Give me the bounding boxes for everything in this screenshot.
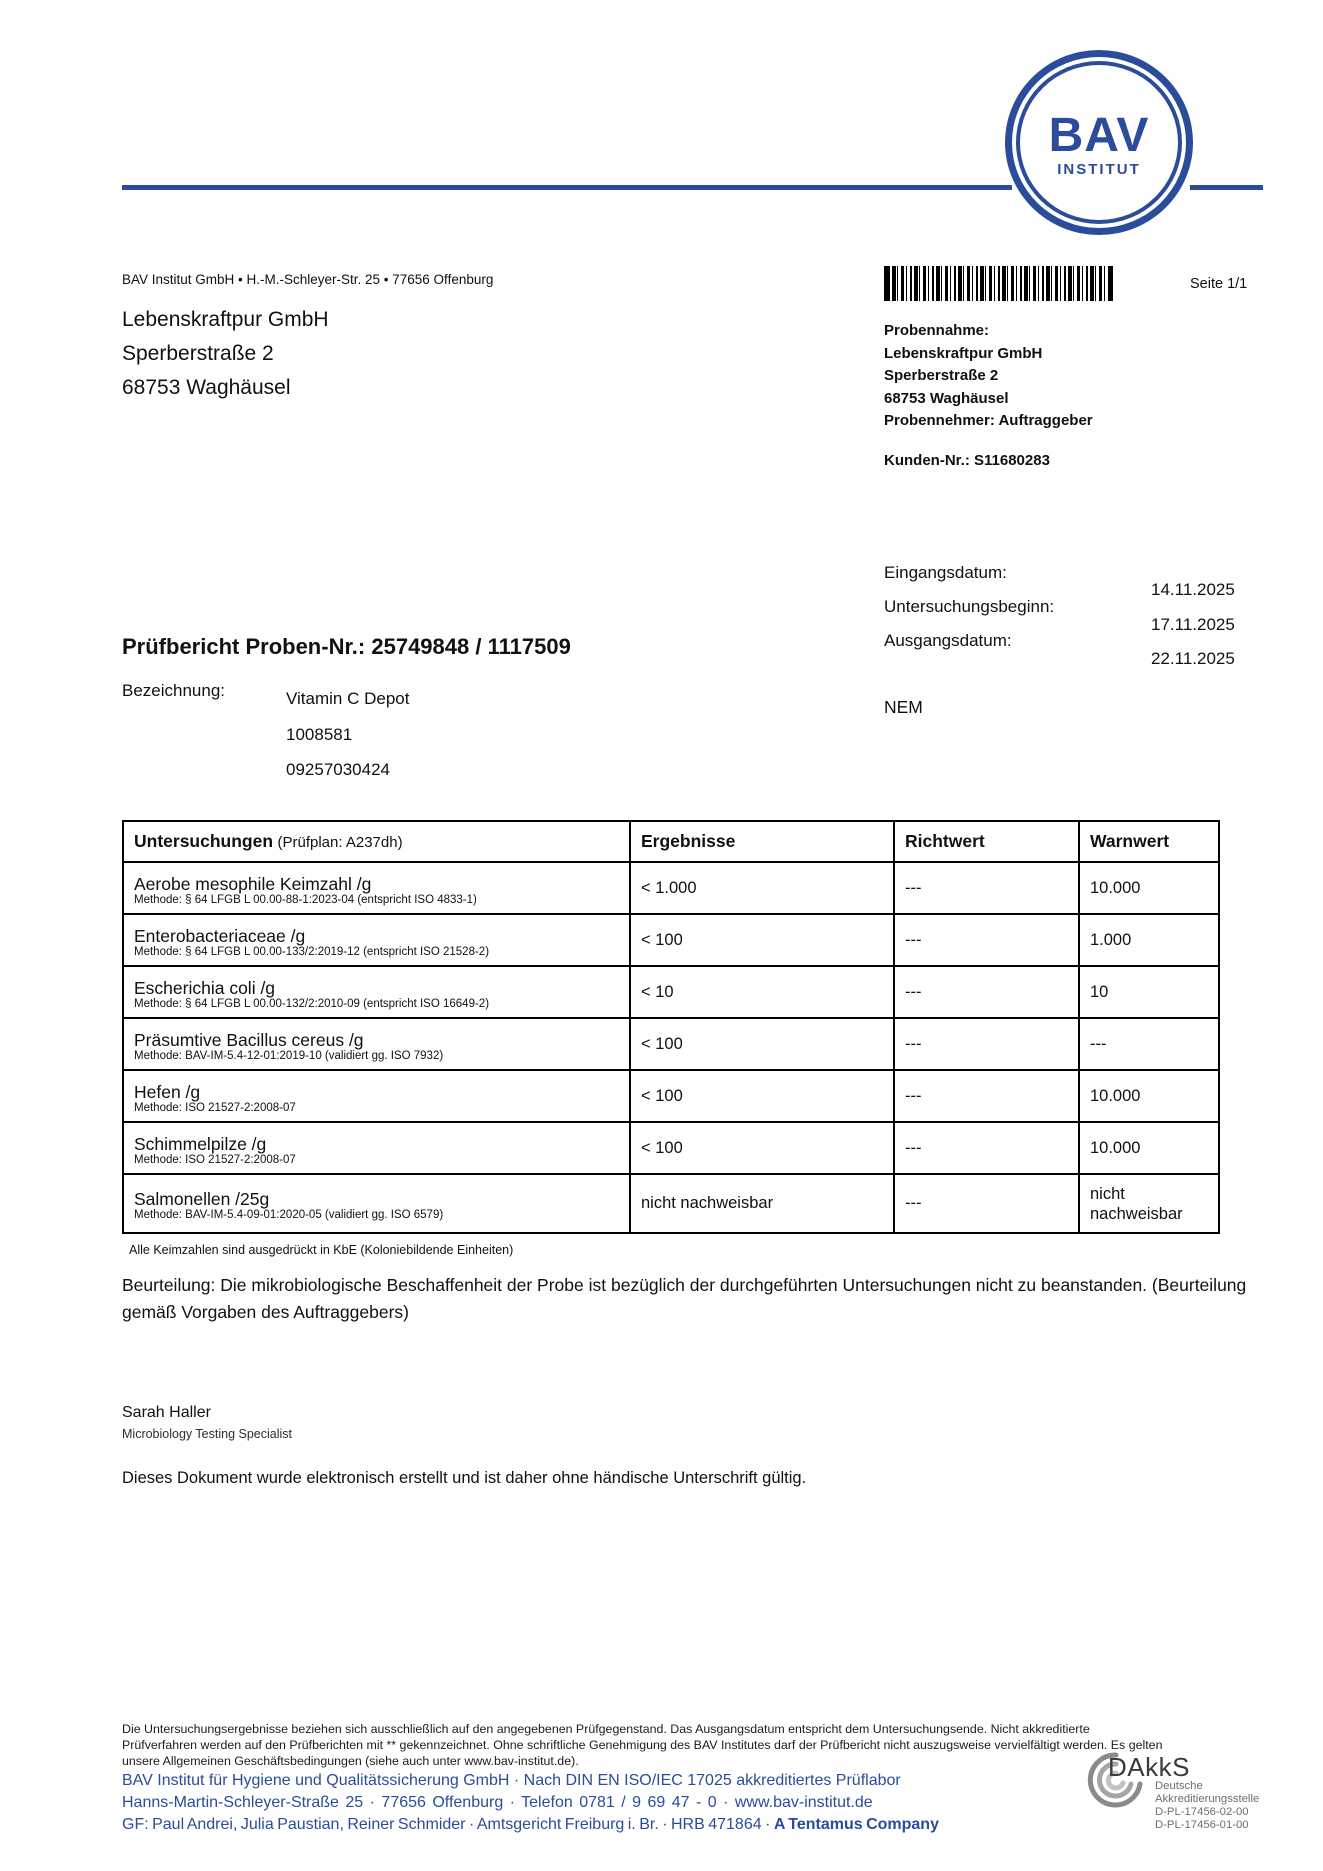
header-rule-left	[122, 185, 1012, 190]
dakks-accreditation-number: D-PL-17456-02-00	[1155, 1806, 1249, 1818]
richtwert-value: ---	[905, 982, 922, 1001]
disclaimer-line: Prüfverfahren werden auf den Prüfberichten mit ** gekennzeichnet. Ohne schriftliche Genehmigung des BAV Institutes darf der Prüfbericht nicht auszugsweise vervielfältigt werden. Es gelten	[122, 1737, 1163, 1752]
footer-line-1: BAV Institut für Hygiene und Qualitätssicherung GmbH · Nach DIN EN ISO/IEC 17025 akkreditiertes Prüflabor	[122, 1772, 901, 1789]
analysis-name: Schimmelpilze /g	[134, 1133, 267, 1154]
barcode-icon	[884, 266, 1113, 301]
dakks-line: Akkreditierungsstelle	[1155, 1793, 1260, 1805]
analysis-method: Methode: ISO 21527-2:2008-07	[134, 1153, 296, 1166]
result-value: < 100	[641, 930, 683, 949]
logo-text-institut: INSTITUT	[1057, 160, 1141, 178]
results-table	[122, 820, 1220, 1234]
warnwert-value: 10	[1090, 982, 1109, 1001]
result-value: < 1.000	[641, 878, 697, 897]
batch-number: 09257030424	[286, 760, 391, 779]
date-values	[1151, 573, 1235, 677]
warnwert-value: 10.000	[1090, 1086, 1141, 1105]
disclaimer-line: Die Untersuchungsergebnisse beziehen sich ausschließlich auf den angegebenen Prüfgegenstand. Das Ausgangsdatum entspricht dem Untersuchungsende. Nicht akkreditierte	[122, 1722, 1090, 1736]
sender-line: BAV Institut GmbH • H.-M.-Schleyer-Str. 25 • 77656 Offenburg	[122, 272, 494, 287]
table-header-row	[123, 821, 1219, 862]
probennahme-title: Probennahme:	[884, 322, 990, 339]
header-rule-right	[1190, 185, 1263, 190]
richtwert-value: ---	[905, 1194, 922, 1212]
probennahme-street: Sperberstraße 2	[884, 367, 999, 384]
table-row	[123, 862, 1219, 914]
analysis-method: Methode: BAV-IM-5.4-12-01:2019-10 (validiert gg. ISO 7932)	[134, 1049, 444, 1062]
bav-logo-icon	[1005, 50, 1193, 235]
analysis-method: Methode: ISO 21527-2:2008-07	[134, 1101, 296, 1114]
header-pruefplan: (Prüfplan: A237dh)	[277, 834, 403, 851]
table-row	[123, 966, 1219, 1018]
probennahme-block	[884, 320, 1093, 433]
probennahme-city: 68753 Waghäusel	[884, 389, 1009, 407]
disclaimer-text	[122, 1722, 1162, 1769]
bezeichnung-values	[286, 681, 409, 788]
col-header-untersuchungen	[123, 821, 630, 862]
result-value: < 10	[641, 982, 674, 1001]
table-footnote: Alle Keimzahlen sind ausgedrückt in KbE (Koloniebildende Einheiten)	[129, 1243, 514, 1257]
table-row	[123, 1174, 1219, 1233]
footer-line-2: Hanns-Martin-Schleyer-Straße 25 · 77656 Offenburg · Telefon 0781 / 9 69 47 - 0 · www.bav-institut.de	[122, 1794, 873, 1811]
label-eingangsdatum: Eingangsdatum:	[884, 563, 1007, 582]
warnwert-value: 1.000	[1090, 930, 1132, 949]
warnwert-value: nicht nachweisbar	[1090, 1184, 1183, 1223]
result-value: < 100	[641, 1086, 683, 1105]
richtwert-value: ---	[905, 1138, 922, 1157]
dakks-wordmark: DAkkS	[1108, 1752, 1190, 1782]
label-ausgangsdatum: Ausgangsdatum:	[884, 631, 1012, 650]
table-row	[123, 1018, 1219, 1070]
analysis-method: Methode: BAV-IM-5.4-09-01:2020-05 (validiert gg. ISO 6579)	[134, 1209, 444, 1221]
value-untersuchungsbeginn: 17.11.2025	[1151, 614, 1235, 634]
disclaimer-line: unsere Allgemeinen Geschäftsbedingungen (siehe auch unter www.bav-institut.de).	[122, 1753, 579, 1768]
dakks-accreditation-number: D-PL-17456-01-00	[1155, 1819, 1249, 1831]
result-value: nicht nachweisbar	[641, 1194, 774, 1212]
result-value: < 100	[641, 1138, 683, 1157]
footer-tentamus: A Tentamus Company	[773, 1816, 939, 1833]
analysis-method: Methode: § 64 LFGB L 00.00-132/2:2010-09 (entspricht ISO 16649-2)	[134, 997, 490, 1010]
table-row	[123, 1070, 1219, 1122]
richtwert-value: ---	[905, 1034, 922, 1053]
kunden-nr: Kunden-Nr.: S11680283	[884, 452, 1050, 469]
col-header-richtwert: Richtwert	[894, 821, 1079, 862]
label-untersuchungsbeginn: Untersuchungsbeginn:	[884, 597, 1055, 616]
probennehmer: Probennehmer: Auftraggeber	[884, 412, 1093, 429]
page-number: Seite 1/1	[1190, 276, 1248, 292]
richtwert-value: ---	[905, 878, 922, 897]
product-name: Vitamin C Depot	[286, 689, 410, 708]
sample-category: NEM	[884, 697, 923, 717]
company-footer	[122, 1770, 939, 1836]
recipient-street: Sperberstraße 2	[122, 342, 274, 365]
footer-line-3	[122, 1814, 939, 1836]
warnwert-value: 10.000	[1090, 1138, 1141, 1157]
col-header-warnwert: Warnwert	[1079, 821, 1219, 862]
date-labels	[884, 556, 1054, 658]
signatory-name: Sarah Haller	[122, 1404, 211, 1421]
bezeichnung-label: Bezeichnung:	[122, 681, 226, 700]
analysis-name: Salmonellen /25g	[134, 1189, 270, 1209]
footer-line-3-prefix: GF: Paul Andrei, Julia Paustian, Reiner Schmider · Amtsgericht Freiburg i. Br. · HRB 471864 ·	[122, 1816, 774, 1833]
bav-logo-inner-ring	[1016, 61, 1182, 224]
dakks-line: Deutsche	[1155, 1780, 1203, 1792]
value-ausgangsdatum: 22.11.2025	[1151, 649, 1235, 668]
warnwert-value: 10.000	[1090, 878, 1141, 897]
analysis-name: Aerobe mesophile Keimzahl /g	[134, 873, 372, 894]
analysis-method: Methode: § 64 LFGB L 00.00-88-1:2023-04 (entspricht ISO 4833-1)	[134, 893, 477, 906]
analysis-name: Escherichia coli /g	[134, 977, 276, 998]
report-title: Prüfbericht Proben-Nr.: 25749848 / 1117509	[122, 634, 571, 659]
signatory-title: Microbiology Testing Specialist	[122, 1427, 292, 1441]
validity-note: Dieses Dokument wurde elektronisch erstellt und ist daher ohne händische Unterschrift gültig.	[122, 1469, 807, 1487]
analysis-name: Präsumtive Bacillus cereus /g	[134, 1029, 364, 1050]
analysis-name: Hefen /g	[134, 1081, 201, 1102]
analysis-method: Methode: § 64 LFGB L 00.00-133/2:2019-12 (entspricht ISO 21528-2)	[134, 945, 490, 958]
warnwert-value: ---	[1090, 1034, 1107, 1053]
recipient-city: 68753 Waghäusel	[122, 376, 291, 399]
beurteilung-text: Beurteilung: Die mikrobiologische Beschaffenheit der Probe ist bezüglich der durchgeführten Untersuchungen nicht zu beanstanden. (Beurteilung gemäß Vorgaben des Auftraggebers)	[122, 1275, 1247, 1322]
richtwert-value: ---	[905, 1086, 922, 1105]
table-row	[123, 1122, 1219, 1174]
logo-text-bav: BAV	[1048, 108, 1150, 162]
richtwert-value: ---	[905, 930, 922, 949]
recipient-address	[122, 303, 329, 405]
dakks-details	[1155, 1780, 1259, 1832]
table-row	[123, 914, 1219, 966]
result-value: < 100	[641, 1034, 683, 1053]
header-untersuchungen: Untersuchungen	[134, 831, 274, 851]
product-number: 1008581	[286, 724, 353, 744]
col-header-ergebnisse: Ergebnisse	[630, 821, 894, 862]
recipient-name: Lebenskraftpur GmbH	[122, 308, 329, 331]
analysis-name: Enterobacteriaceae /g	[134, 925, 306, 946]
value-eingangsdatum: 14.11.2025	[1151, 580, 1235, 599]
probennahme-name: Lebenskraftpur GmbH	[884, 344, 1043, 362]
